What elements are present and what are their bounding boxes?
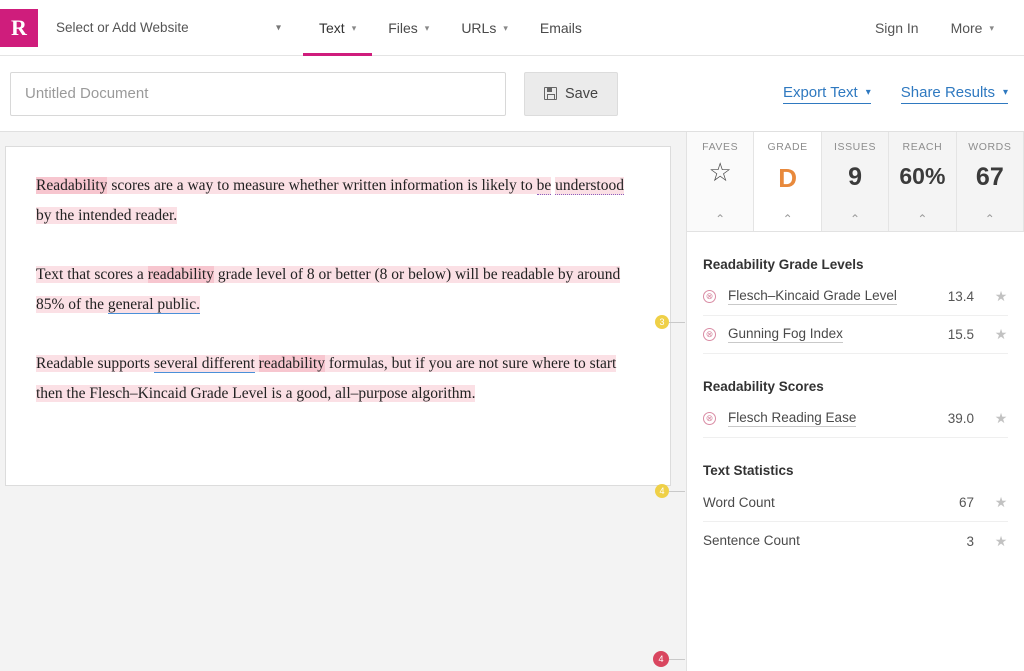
highlight-span: grade level of 8 or better (8 or below) will be readable by around 85% of the bbox=[36, 266, 621, 313]
save-button-label: Save bbox=[564, 85, 599, 102]
nav-tab-emails-label: Emails bbox=[539, 19, 582, 36]
share-results-button[interactable] bbox=[901, 84, 1008, 104]
issue-span[interactable]: general public. bbox=[107, 296, 200, 313]
chevron-up-icon[interactable]: ⌃ bbox=[849, 212, 861, 226]
main-content bbox=[0, 132, 1024, 671]
stat-faves-label: FAVES bbox=[702, 141, 739, 153]
sign-in-label: Sign In bbox=[874, 19, 919, 36]
metric-row[interactable] bbox=[703, 316, 1008, 354]
star-outline-icon[interactable]: ☆ bbox=[708, 157, 732, 187]
metric-row[interactable] bbox=[703, 400, 1008, 438]
metric-value: 13.4 bbox=[947, 289, 974, 304]
highlight-span: readability bbox=[258, 355, 325, 372]
sign-in-button[interactable] bbox=[859, 0, 935, 55]
stat-words-value: 67 bbox=[975, 163, 1004, 191]
marker-connector bbox=[669, 491, 685, 492]
summary-stats-row bbox=[687, 132, 1024, 232]
document-toolbar bbox=[0, 56, 1024, 132]
nav-tab-text-label: Text bbox=[319, 19, 345, 36]
stat-issues-label: ISSUES bbox=[833, 141, 877, 153]
stat-grade-label: GRADE bbox=[767, 141, 808, 153]
highlight-span: by the intended reader. bbox=[36, 207, 178, 224]
metric-name[interactable]: Flesch–Kincaid Grade Level bbox=[728, 288, 897, 303]
document-title-input[interactable] bbox=[10, 72, 506, 116]
info-icon[interactable]: ⊗ bbox=[703, 328, 716, 341]
floppy-disk-icon bbox=[544, 87, 557, 100]
highlight-span: Readability bbox=[36, 177, 108, 194]
nav-right-group bbox=[859, 0, 1024, 55]
info-icon[interactable]: ⊗ bbox=[703, 290, 716, 303]
issue-marker[interactable]: 4 bbox=[653, 651, 669, 667]
stat-words-label: WORDS bbox=[968, 141, 1012, 153]
issue-marker[interactable]: 3 bbox=[655, 315, 669, 329]
section-title-text-statistics: Text Statistics bbox=[703, 463, 794, 478]
stat-reach-label: REACH bbox=[902, 141, 943, 153]
chevron-down-icon: ▾ bbox=[1002, 86, 1008, 98]
more-menu-label: More bbox=[950, 19, 983, 36]
highlight-span: Text that scores a bbox=[36, 266, 148, 283]
chevron-down-icon: ▾ bbox=[503, 23, 508, 33]
website-selector[interactable] bbox=[38, 0, 303, 55]
editor-paragraph bbox=[36, 171, 640, 231]
issue-span[interactable]: understood bbox=[555, 177, 624, 194]
metric-value: 15.5 bbox=[947, 327, 974, 342]
chevron-up-icon[interactable]: ⌃ bbox=[917, 212, 928, 226]
info-icon[interactable]: ⊗ bbox=[703, 412, 716, 425]
metric-name: Word Count bbox=[703, 494, 775, 510]
editor-paragraph bbox=[36, 260, 640, 320]
metric-value: 3 bbox=[966, 533, 974, 549]
highlight-span: formulas, but if you are not sure where to start then the Flesch–Kincaid Grade Level is a good, all–purpose algorithm. bbox=[36, 355, 617, 402]
stat-words[interactable] bbox=[957, 132, 1024, 231]
share-results-label: Share Results bbox=[900, 83, 995, 101]
results-sidebar bbox=[686, 132, 1024, 671]
text-editor[interactable] bbox=[5, 146, 671, 486]
editor-paragraph bbox=[36, 349, 640, 409]
editor-pane bbox=[0, 132, 686, 671]
nav-tab-urls-label: URLs bbox=[461, 19, 497, 36]
favorite-star-icon[interactable]: ★ bbox=[994, 410, 1008, 426]
chevron-down-icon: ▾ bbox=[865, 86, 871, 98]
document-actions bbox=[783, 84, 1014, 104]
sidebar-sections bbox=[687, 257, 1024, 560]
highlight-span: scores are a way to measure whether written information is likely to bbox=[107, 177, 537, 194]
nav-tab-urls[interactable] bbox=[445, 0, 524, 55]
save-button[interactable] bbox=[524, 72, 618, 116]
issue-marker[interactable]: 4 bbox=[655, 484, 669, 498]
stat-faves[interactable] bbox=[687, 132, 754, 231]
highlight-span: readability bbox=[147, 266, 214, 283]
metric-row[interactable] bbox=[703, 484, 1008, 522]
metric-name[interactable]: Gunning Fog Index bbox=[728, 326, 843, 341]
favorite-star-icon[interactable]: ★ bbox=[994, 288, 1008, 304]
favorite-star-icon[interactable]: ★ bbox=[994, 494, 1008, 510]
section-title-readability-scores: Readability Scores bbox=[703, 379, 824, 394]
nav-tab-text[interactable] bbox=[303, 0, 372, 55]
highlight-span: Readable supports bbox=[36, 355, 154, 372]
export-text-label: Export Text bbox=[782, 83, 858, 101]
metric-value: 67 bbox=[958, 495, 974, 510]
chevron-down-icon: ▾ bbox=[989, 23, 994, 33]
top-navigation-bar bbox=[0, 0, 1024, 56]
nav-tab-emails[interactable] bbox=[524, 0, 598, 55]
primary-nav-items bbox=[303, 0, 598, 55]
metric-row[interactable] bbox=[703, 278, 1008, 316]
metric-name: Sentence Count bbox=[703, 533, 800, 548]
issue-span[interactable]: be bbox=[536, 177, 552, 194]
marker-connector bbox=[669, 322, 685, 323]
metric-row[interactable] bbox=[703, 522, 1008, 560]
metric-name[interactable]: Flesch Reading Ease bbox=[728, 410, 857, 425]
issue-span[interactable]: several different bbox=[153, 355, 255, 372]
stat-reach-value: 60% bbox=[899, 163, 946, 189]
chevron-down-icon: ▾ bbox=[424, 23, 430, 33]
nav-tab-files-label: Files bbox=[388, 19, 418, 36]
marker-connector bbox=[669, 659, 685, 660]
nav-tab-files[interactable] bbox=[372, 0, 445, 55]
metric-value: 39.0 bbox=[947, 411, 974, 426]
stat-issues[interactable] bbox=[822, 132, 889, 231]
section-title-grade-levels: Readability Grade Levels bbox=[703, 257, 864, 272]
chevron-down-icon: ▾ bbox=[351, 23, 357, 33]
app-logo[interactable]: R bbox=[0, 9, 38, 47]
chevron-up-icon[interactable]: ⌃ bbox=[984, 212, 995, 226]
chevron-down-icon: ▾ bbox=[275, 22, 281, 33]
chevron-up-icon[interactable]: ⌃ bbox=[715, 212, 726, 226]
chevron-up-icon[interactable]: ⌃ bbox=[782, 212, 793, 226]
favorite-star-icon[interactable]: ★ bbox=[994, 532, 1008, 549]
export-text-button[interactable] bbox=[783, 84, 871, 104]
more-menu-button[interactable] bbox=[935, 0, 1010, 55]
website-selector-label: Select or Add Website bbox=[56, 20, 189, 35]
stat-reach[interactable] bbox=[889, 132, 956, 231]
favorite-star-icon[interactable]: ★ bbox=[994, 326, 1008, 342]
stat-issues-value: 9 bbox=[848, 163, 862, 191]
stat-grade-value: D bbox=[778, 163, 797, 193]
stat-grade[interactable] bbox=[754, 132, 821, 231]
